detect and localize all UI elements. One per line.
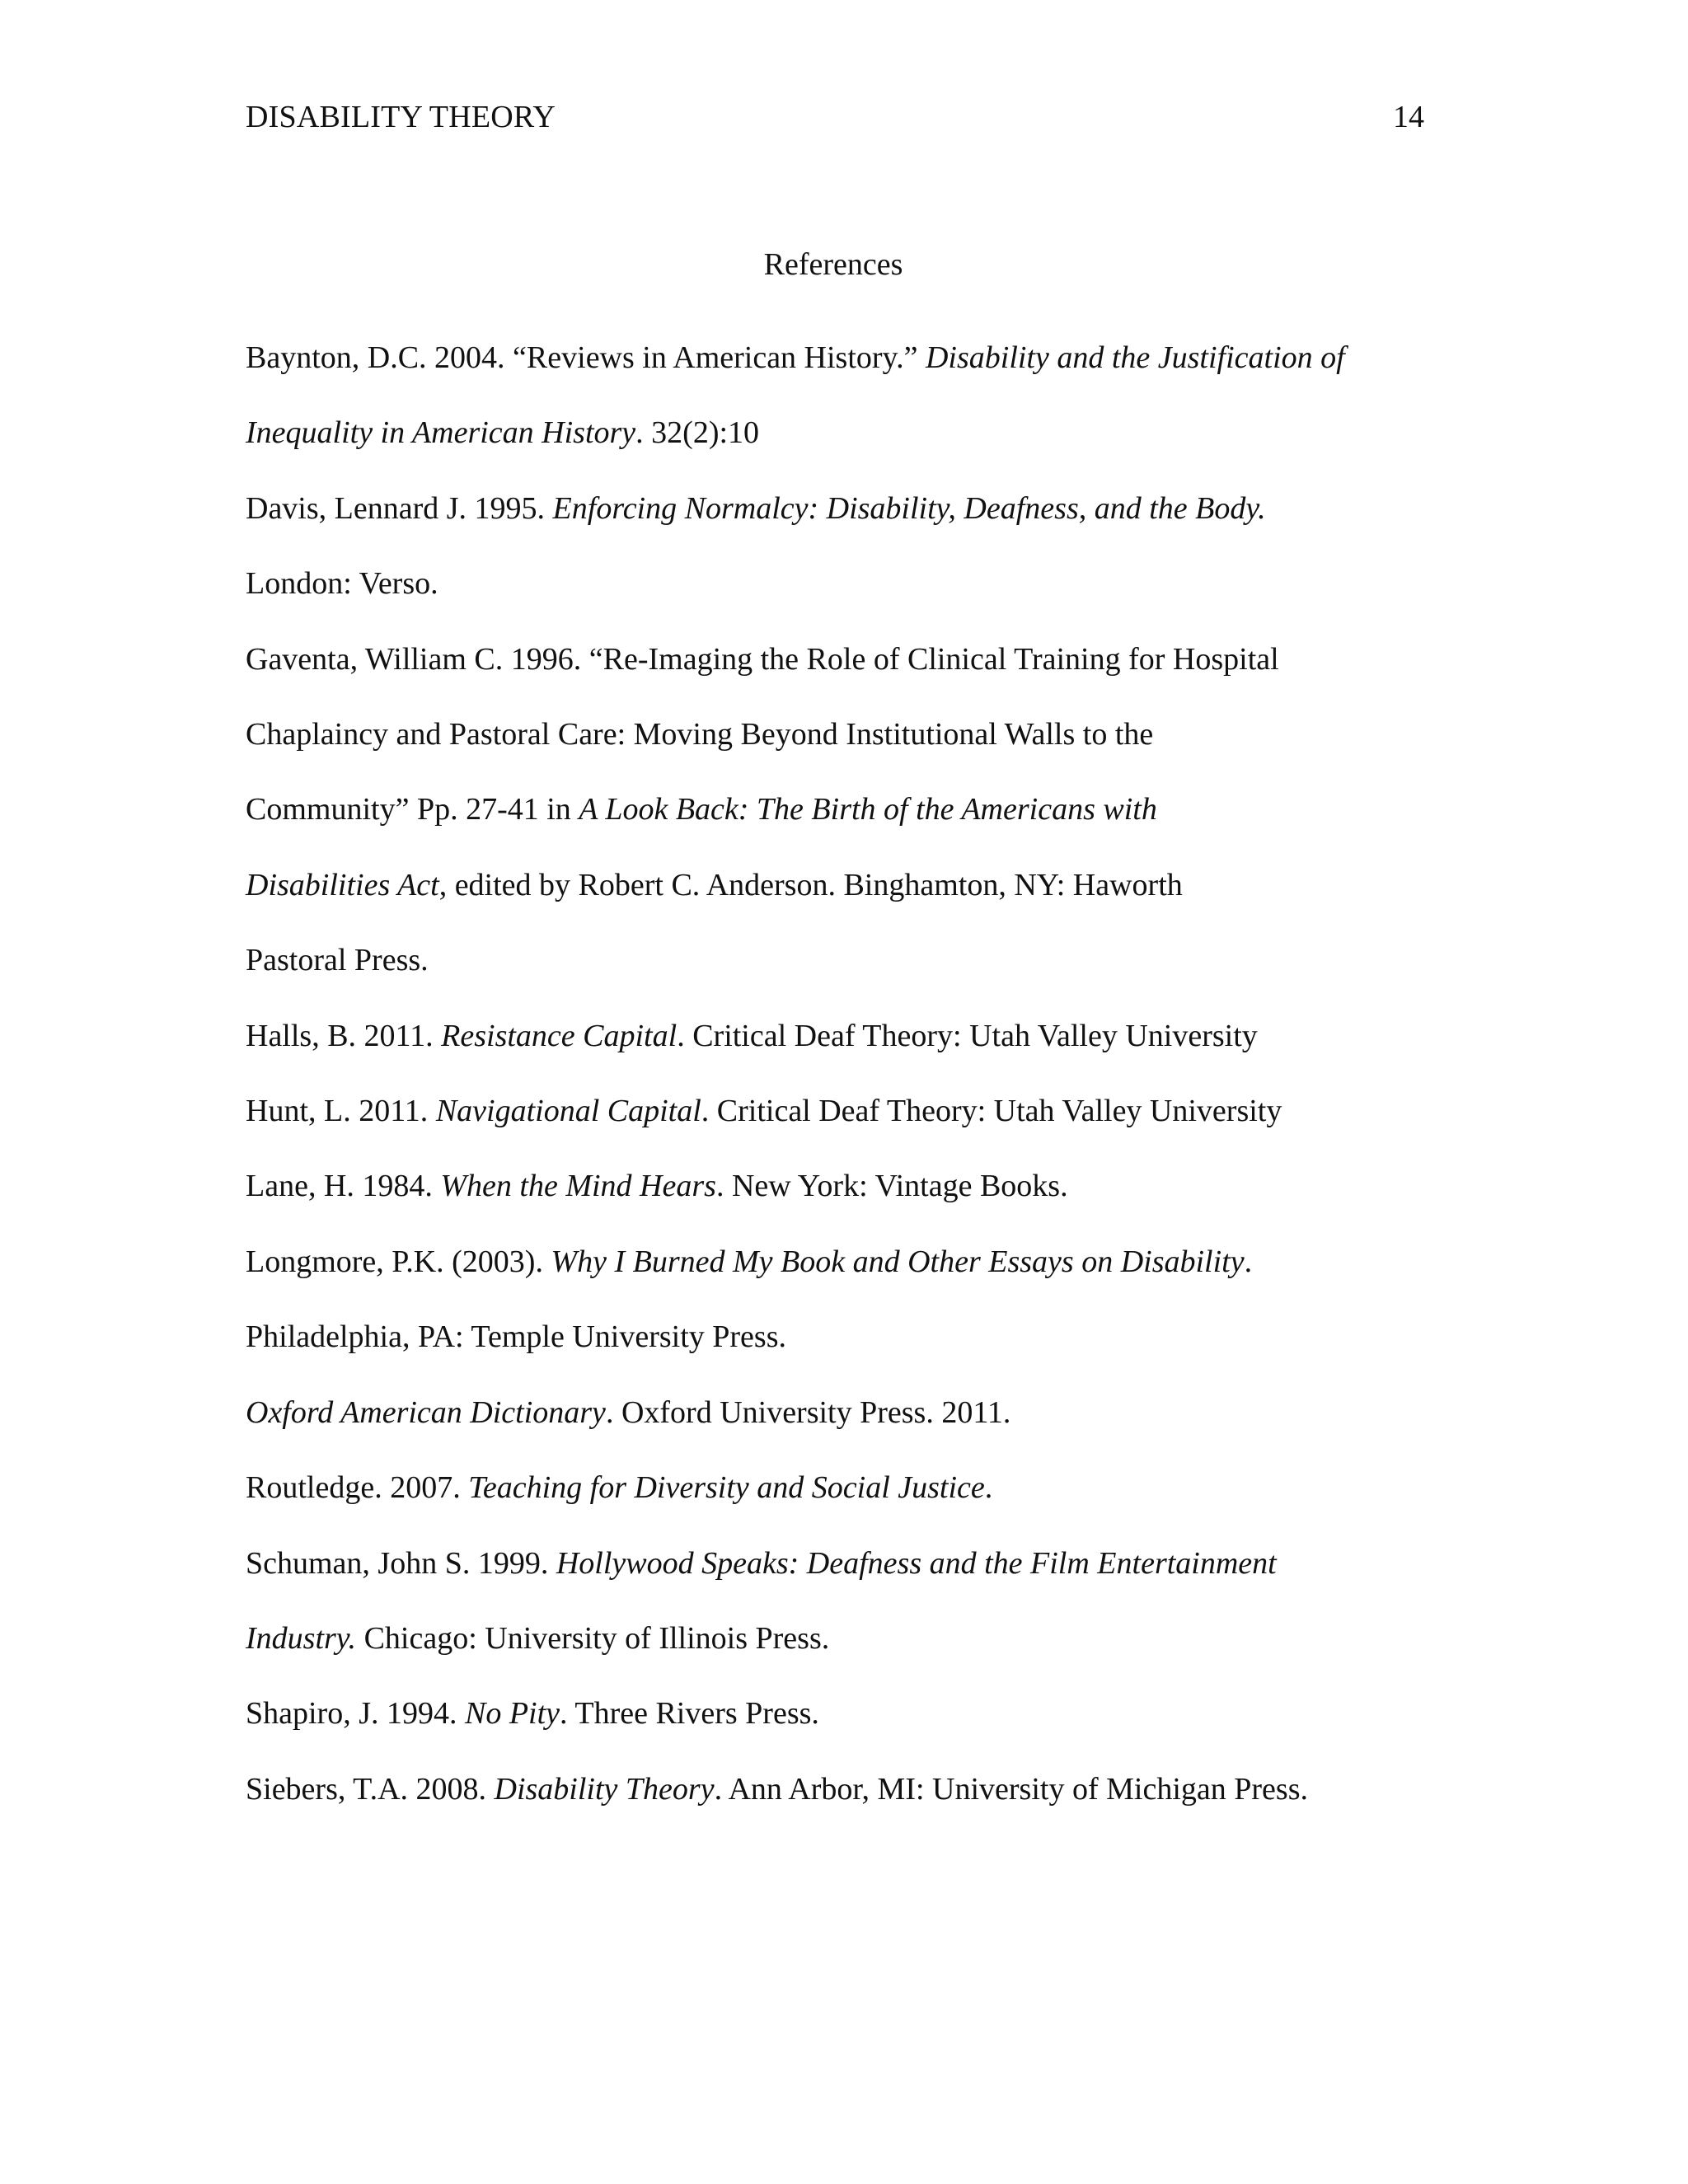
reference-text: . Oxford University Press. 2011. <box>605 1394 1011 1430</box>
reference-line <box>246 321 1424 396</box>
reference-entry <box>246 622 1424 999</box>
reference-italic-text: A Look Back: The Birth of the Americans with <box>579 792 1157 827</box>
reference-line <box>246 1225 1424 1300</box>
reference-text: Shapiro, J. 1994. <box>246 1696 465 1732</box>
reference-entry <box>246 1526 1424 1677</box>
reference-text: . New York: Vintage Books. <box>715 1169 1068 1204</box>
reference-text: Community” Pp. 27-41 in <box>246 792 579 827</box>
reference-entry <box>246 321 1424 471</box>
reference-text: . 32(2):10 <box>635 415 760 451</box>
reference-text: Chaplaincy and Pastoral Care: Moving Beyond Institutional Walls to the <box>246 717 1154 752</box>
reference-entry <box>246 1225 1424 1376</box>
reference-line <box>246 1300 1424 1375</box>
reference-line <box>246 1074 1424 1149</box>
reference-entry <box>246 1676 1424 1751</box>
reference-line <box>246 622 1424 697</box>
references-heading: References <box>763 247 903 282</box>
reference-italic-text: Inequality in American History <box>246 415 636 451</box>
reference-text: Schuman, John S. 1999. <box>246 1545 556 1581</box>
reference-line <box>246 1676 1424 1751</box>
reference-text: Gaventa, William C. 1996. “Re-Imaging the Role of Clinical Training for Hospital <box>246 641 1279 677</box>
reference-text: . Critical Deaf Theory: Utah Valley University <box>701 1094 1282 1129</box>
reference-entry <box>246 1752 1424 1827</box>
reference-italic-text: Teaching for Diversity and Social Justice <box>468 1470 985 1506</box>
reference-entry <box>246 1376 1424 1451</box>
reference-line <box>246 1451 1424 1526</box>
reference-line <box>246 1526 1424 1601</box>
reference-text: Hunt, L. 2011. <box>246 1094 436 1129</box>
reference-line <box>246 1149 1424 1224</box>
reference-text: Baynton, D.C. 2004. “Reviews in American History.” <box>246 340 926 375</box>
reference-text: Philadelphia, PA: Temple University Press. <box>246 1319 786 1355</box>
reference-italic-text: Enforcing Normalcy: Disability, Deafness, and the Body. <box>552 490 1266 526</box>
reference-line <box>246 999 1424 1074</box>
reference-text: . Critical Deaf Theory: Utah Valley University <box>677 1018 1258 1053</box>
reference-italic-text: Navigational Capital <box>435 1094 701 1129</box>
reference-line <box>246 1601 1424 1676</box>
reference-text: Siebers, T.A. 2008. <box>246 1771 495 1807</box>
reference-line <box>246 772 1424 847</box>
reference-line <box>246 471 1424 546</box>
reference-entry <box>246 471 1424 622</box>
reference-line <box>246 1752 1424 1827</box>
reference-line <box>246 923 1424 998</box>
reference-text: Davis, Lennard J. 1995. <box>246 490 553 526</box>
reference-text: . <box>1244 1244 1253 1279</box>
reference-line <box>246 1376 1424 1451</box>
reference-text: Lane, H. 1984. <box>246 1169 441 1204</box>
reference-text: . Ann Arbor, MI: University of Michigan Press. <box>714 1771 1308 1807</box>
reference-italic-text: When the Mind Hears <box>440 1169 716 1204</box>
reference-italic-text: Hollywood Speaks: Deafness and the Film Entertainment <box>556 1545 1277 1581</box>
reference-list <box>246 321 1424 1827</box>
reference-text: London: Verso. <box>246 566 438 602</box>
reference-italic-text: Industry. <box>246 1620 357 1656</box>
reference-entry <box>246 1149 1424 1224</box>
reference-text: . Three Rivers Press. <box>560 1696 819 1732</box>
reference-text: Pastoral Press. <box>246 943 429 978</box>
reference-italic-text: Oxford American Dictionary <box>246 1394 606 1430</box>
reference-entry <box>246 1451 1424 1526</box>
page-number: 14 <box>1393 100 1424 134</box>
reference-text: Routledge. 2007. <box>246 1470 469 1506</box>
reference-line <box>246 546 1424 621</box>
reference-italic-text: Disability Theory <box>494 1771 715 1807</box>
reference-line <box>246 848 1424 923</box>
reference-italic-text: Disabilities Act <box>246 867 439 902</box>
reference-entry <box>246 1074 1424 1149</box>
reference-italic-text: Why I Burned My Book and Other Essays on Disability <box>551 1244 1245 1279</box>
reference-entry <box>246 999 1424 1074</box>
reference-text: Halls, B. 2011. <box>246 1018 442 1053</box>
running-head: DISABILITY THEORY <box>246 100 556 134</box>
reference-italic-text: No Pity <box>465 1696 560 1732</box>
reference-text: . <box>984 1470 993 1506</box>
reference-text: , edited by Robert C. Anderson. Binghamton, NY: Haworth <box>438 867 1183 902</box>
reference-line <box>246 396 1424 471</box>
reference-italic-text: Resistance Capital <box>441 1018 678 1053</box>
reference-text: Longmore, P.K. (2003). <box>246 1244 551 1279</box>
reference-italic-text: Disability and the Justification of <box>925 340 1345 375</box>
reference-line <box>246 697 1424 772</box>
reference-text: Chicago: University of Illinois Press. <box>356 1620 830 1656</box>
